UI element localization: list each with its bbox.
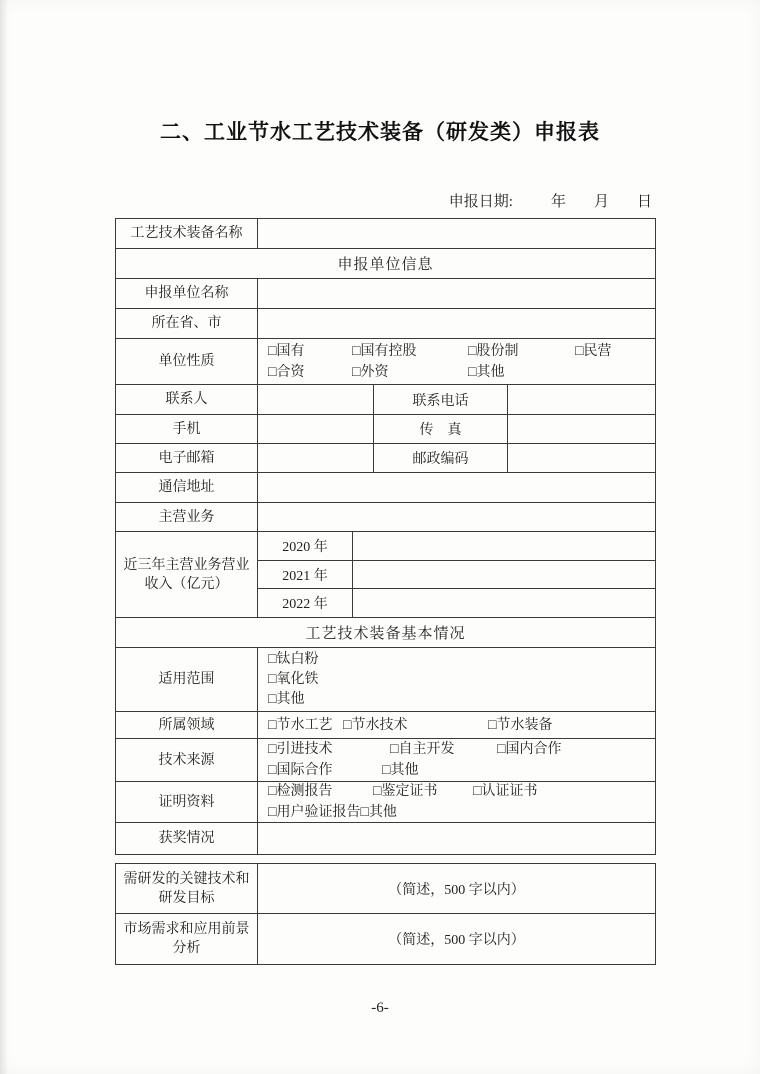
fax-label: 传 真 [374, 415, 508, 443]
address-label: 通信地址 [116, 473, 258, 502]
page-number: -6- [371, 1000, 389, 1016]
unit-name-label: 申报单位名称 [116, 279, 258, 308]
address-value [258, 473, 655, 502]
row-address [116, 473, 655, 503]
scan-edge-shadow [0, 0, 8, 1074]
row-contact-person [116, 385, 655, 415]
unit-info-section-header: 申报单位信息 [337, 257, 434, 273]
date-label: 申报日期: [448, 193, 513, 210]
rd-target-label: 需研发的关键技术和研发目标 [116, 864, 258, 913]
row-equipment-info-header [116, 618, 655, 648]
mobile-value [258, 415, 374, 443]
application-date-line [115, 189, 656, 211]
proof-label: 证明资料 [116, 782, 258, 822]
postcode-value [508, 444, 655, 472]
tech-source-options-line1 [268, 739, 655, 760]
equipment-name-label: 工艺技术装备名称 [116, 219, 258, 248]
row-mobile-fax [116, 415, 655, 444]
checkbox-option: □自主开发 [390, 742, 455, 757]
field-options-line1 [268, 715, 655, 736]
revenue-row-2022 [258, 589, 655, 617]
mobile-label: 手机 [116, 415, 258, 443]
application-form-table [115, 218, 656, 855]
checkbox-option: □合资 [268, 364, 305, 380]
revenue-label: 近三年主营业务营业收入（亿元） [116, 532, 258, 617]
row-field [116, 712, 655, 739]
awards-value [258, 823, 655, 854]
market-analysis-placeholder: （简述，500 字以内） [388, 933, 525, 948]
revenue-row-2020 [258, 532, 655, 561]
checkbox-option: □民营 [575, 343, 612, 359]
fax-value [508, 415, 655, 443]
row-equipment-name [116, 219, 655, 249]
checkbox-option: □引进技术 [268, 742, 333, 757]
field-label: 所属领域 [116, 712, 258, 738]
contact-person-label: 联系人 [116, 385, 258, 414]
checkbox-option: □鉴定证书 [373, 784, 438, 799]
row-email-postcode [116, 444, 655, 473]
checkbox-option: □其他 [268, 691, 305, 707]
date-month-label: 月 [593, 193, 609, 210]
proof-options [258, 782, 655, 822]
row-scope [116, 648, 655, 712]
date-day-label: 日 [636, 193, 652, 210]
unit-name-value [258, 279, 655, 308]
checkbox-option: □国有 [268, 343, 305, 359]
row-unit-nature [116, 339, 655, 385]
checkbox-option: □其他 [468, 364, 505, 380]
checkbox-option: □认证证书 [473, 784, 538, 799]
tech-source-options-line2 [268, 760, 655, 781]
revenue-year-2021-value [353, 561, 655, 589]
contact-phone-value [508, 385, 655, 414]
tech-source-label: 技术来源 [116, 739, 258, 781]
checkbox-option: □外资 [352, 364, 389, 380]
revenue-year-2021-label: 2021 年 [258, 561, 353, 589]
awards-label: 获奖情况 [116, 823, 258, 854]
unit-nature-options [258, 339, 655, 384]
page-title: 二、工业节水工艺技术装备（研发类）申报表 [160, 121, 600, 144]
checkbox-option: □节水工艺 [268, 717, 333, 733]
checkbox-option: □国有控股 [352, 343, 417, 359]
revenue-year-2020-value [353, 532, 655, 560]
checkbox-option: □股份制 [468, 343, 519, 359]
main-business-label: 主营业务 [116, 503, 258, 531]
checkbox-option: □检测报告 [268, 784, 333, 799]
revenue-year-2022-label: 2022 年 [258, 589, 353, 617]
equipment-info-section-header: 工艺技术装备基本情况 [305, 626, 466, 642]
scope-label: 适用范围 [116, 648, 258, 711]
proof-options-line1 [268, 781, 655, 802]
checkbox-option: □其他 [382, 763, 419, 778]
date-year-label: 年 [550, 193, 566, 210]
revenue-year-2022-value [353, 589, 655, 617]
equipment-name-value [258, 219, 655, 248]
checkbox-option: □节水技术 [343, 717, 408, 733]
email-label: 电子邮箱 [116, 444, 258, 472]
unit-nature-label: 单位性质 [116, 339, 258, 384]
row-awards [116, 823, 655, 854]
postcode-label: 邮政编码 [374, 444, 508, 472]
row-revenue [116, 532, 655, 618]
checkbox-option: □国内合作 [497, 742, 562, 757]
row-location [116, 309, 655, 339]
revenue-year-2020-label: 2020 年 [258, 532, 353, 560]
row-tech-source [116, 739, 655, 782]
checkbox-option: □钛白粉 [268, 651, 319, 667]
contact-phone-label: 联系电话 [374, 385, 508, 414]
field-options [258, 712, 655, 738]
revenue-row-2021 [258, 561, 655, 590]
location-value [258, 309, 655, 338]
rd-target-placeholder: （简述，500 字以内） [388, 882, 525, 898]
rd-description-table [115, 863, 656, 965]
row-unit-info-header [116, 249, 655, 279]
scope-options [258, 648, 655, 711]
email-value [258, 444, 374, 472]
unit-nature-options-line2 [268, 362, 655, 383]
checkbox-option: □其他 [360, 805, 397, 820]
main-business-value [258, 503, 655, 531]
checkbox-option: □氧化铁 [268, 671, 319, 687]
row-rd-target [116, 864, 655, 914]
checkbox-option: □国际合作 [268, 763, 333, 778]
checkbox-option: □用户验证报告 [268, 805, 361, 820]
row-proof [116, 782, 655, 823]
market-analysis-label: 市场需求和应用前景分析 [116, 914, 258, 964]
contact-person-value [258, 385, 374, 414]
tech-source-options [258, 739, 655, 781]
unit-nature-options-line1 [268, 341, 655, 362]
row-market-analysis [116, 914, 655, 964]
row-main-business [116, 503, 655, 532]
revenue-subtable [258, 532, 655, 617]
checkbox-option: □节水装备 [488, 717, 553, 733]
proof-options-line2 [268, 802, 655, 823]
location-label: 所在省、市 [116, 309, 258, 338]
row-unit-name [116, 279, 655, 309]
